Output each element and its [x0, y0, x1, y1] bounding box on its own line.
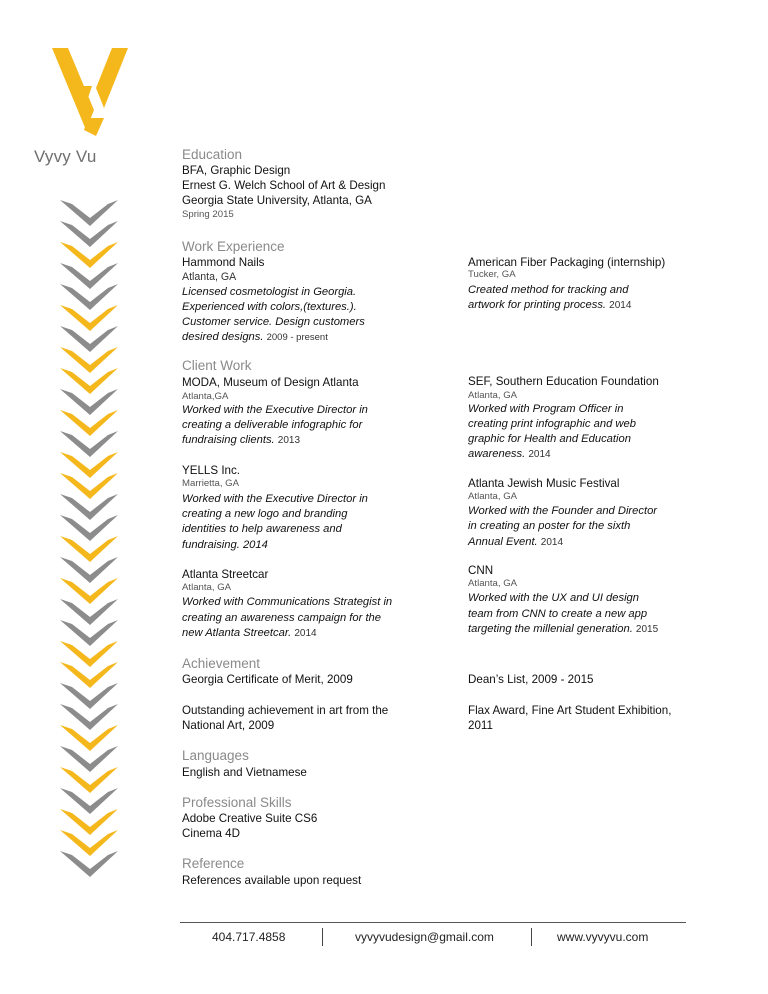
client-ajmf-line-1: Worked with the Founder and Director [468, 505, 658, 517]
work-hammond-title: Hammond Nails [182, 256, 265, 269]
client-ajmf-date: 2014 [540, 537, 564, 548]
ribbon-chevron [60, 200, 118, 226]
client-streetcar-line-2: creating an awareness campaign for the [182, 612, 382, 624]
reference-value: References available upon request [182, 874, 362, 887]
client-moda-line-2: creating a deliverable infographic for [182, 419, 363, 431]
client-sef-location: Atlanta, GA [468, 390, 518, 401]
footer-separator [322, 928, 323, 946]
client-sef-line-3: graphic for Health and Education [468, 433, 631, 445]
client-yells-title: YELLS Inc. [182, 464, 241, 477]
work-afp-title: American Fiber Packaging (internship) [468, 256, 666, 269]
client-cnn-date: 2015 [635, 624, 659, 635]
client-ajmf-location: Atlanta, GA [468, 491, 518, 502]
client-streetcar-line-1: Worked with Communications Strategist in [182, 596, 393, 608]
work-hammond-line-3: Customer service. Design customers [182, 316, 365, 328]
client-streetcar-location: Atlanta, GA [182, 582, 232, 593]
client-moda-line-1: Worked with the Executive Director in [182, 404, 368, 416]
client-streetcar-line-3-text: new Atlanta Streetcar. [182, 627, 292, 639]
work-afp-line-2 [468, 298, 631, 313]
work-hammond-line-2: Experienced with colors,(textures.). [182, 301, 357, 313]
client-streetcar-date: 2014 [294, 628, 317, 639]
work-afp-line-2-text: artwork for printing process. [468, 299, 607, 311]
client-yells-line-3: identities to help awareness and [182, 523, 342, 535]
client-ajmf-line-3-text: Annual Event. [468, 536, 538, 548]
achievement-flax-line-2: 2011 [468, 719, 493, 732]
client-cnn-line-3 [468, 622, 658, 637]
client-sef-date: 2014 [528, 449, 551, 460]
achievement-outstanding-line-2: National Art, 2009 [182, 719, 275, 732]
footer-divider [180, 922, 686, 923]
footer-phone: 404.717.4858 [212, 930, 286, 944]
achievement-flax-line-1: Flax Award, Fine Art Student Exhibition, [468, 704, 672, 717]
work-hammond-location: Atlanta, GA [182, 271, 237, 283]
client-moda-line-3 [182, 433, 300, 448]
education-date: Spring 2015 [182, 209, 234, 220]
client-ajmf-line-2: in creating an poster for the sixth [468, 520, 631, 532]
decorative-chevron-ribbon [60, 200, 120, 900]
client-moda-line-3-text: fundraising clients. [182, 434, 275, 446]
client-streetcar-line-3 [182, 626, 317, 641]
skills-item: Adobe Creative Suite CS6 [182, 812, 318, 825]
client-ajmf-title: Atlanta Jewish Music Festival [468, 477, 620, 490]
education-heading: Education [182, 147, 243, 162]
footer-email: vyvyvudesign@gmail.com [355, 930, 494, 944]
client-yells-line-1: Worked with the Executive Director in [182, 493, 368, 505]
client-cnn-location: Atlanta, GA [468, 578, 518, 589]
resume-name: Vyvy Vu [34, 147, 97, 166]
achievement-deans-list: Dean’s List, 2009 - 2015 [468, 673, 594, 686]
work-hammond-line-4-text: desired designs. [182, 331, 264, 343]
logo-vv-mark [50, 46, 130, 136]
achievement-heading: Achievement [182, 656, 261, 671]
footer-separator [531, 928, 532, 946]
work-hammond-line-1: Licensed cosmetologist in Georgia. [182, 286, 357, 298]
client-yells-line-2: creating a new logo and branding [182, 508, 348, 520]
work-afp-date: 2014 [609, 300, 632, 311]
work-heading: Work Experience [182, 239, 285, 254]
client-sef-title: SEF, Southern Education Foundation [468, 375, 659, 388]
client-cnn-line-1: Worked with the UX and UI design [468, 592, 640, 604]
client-ajmf-line-3 [468, 535, 563, 550]
reference-heading: Reference [182, 856, 245, 871]
client-yells-location: Marrietta, GA [182, 478, 240, 489]
work-afp-line-1: Created method for tracking and [468, 284, 629, 296]
achievement-outstanding-line-1: Outstanding achievement in art from the [182, 704, 389, 717]
client-streetcar-title: Atlanta Streetcar [182, 568, 269, 581]
client-heading: Client Work [182, 358, 252, 373]
languages-value: English and Vietnamese [182, 766, 307, 779]
work-hammond-line-4 [182, 330, 328, 345]
education-school: Ernest G. Welch School of Art & Design [182, 179, 386, 192]
client-yells-line-4: fundraising. 2014 [182, 539, 268, 551]
skills-heading: Professional Skills [182, 795, 292, 810]
achievement-georgia: Georgia Certificate of Merit, 2009 [182, 673, 353, 686]
client-sef-line-4-text: awareness. [468, 448, 526, 460]
skills-item: Cinema 4D [182, 827, 240, 840]
education-university: Georgia State University, Atlanta, GA [182, 194, 372, 207]
languages-heading: Languages [182, 748, 249, 763]
education-degree: BFA, Graphic Design [182, 164, 291, 177]
client-cnn-line-3-text: targeting the millenial generation. [468, 623, 633, 635]
work-afp-location: Tucker, GA [468, 269, 516, 280]
footer-website: www.vyvyvu.com [557, 930, 649, 944]
client-cnn-line-2: team from CNN to create a new app [468, 608, 648, 620]
client-moda-title: MODA, Museum of Design Atlanta [182, 376, 359, 389]
client-moda-date: 2013 [277, 435, 301, 446]
work-hammond-date: 2009 - present [266, 332, 328, 343]
client-sef-line-1: Worked with Program Officer in [468, 403, 624, 415]
client-sef-line-4 [468, 447, 551, 462]
client-sef-line-2: creating print infographic and web [468, 418, 636, 430]
client-cnn-title: CNN [468, 564, 494, 577]
client-moda-location: Atlanta,GA [182, 391, 229, 402]
